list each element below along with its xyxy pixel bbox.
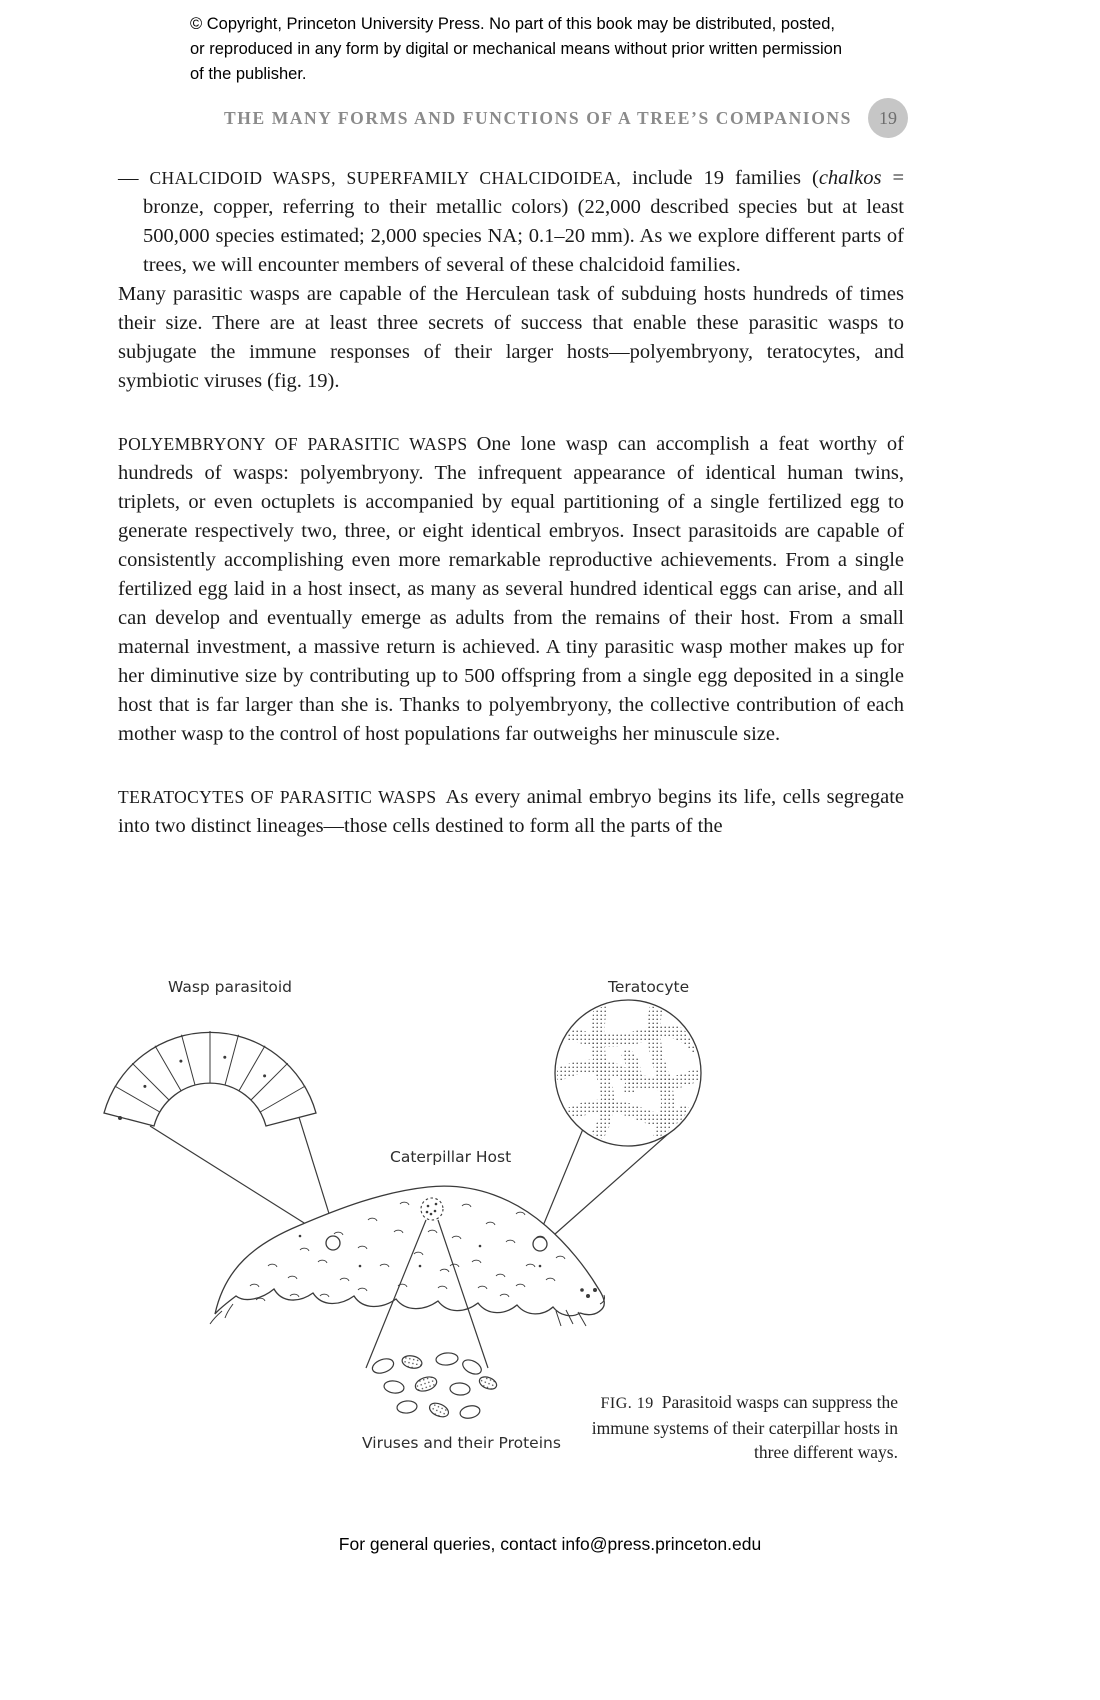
label-caterpillar-host: Caterpillar Host — [390, 1148, 512, 1166]
section-teratocytes — [118, 783, 904, 841]
teratocyte-leader-lines — [538, 1129, 668, 1242]
figure-caption — [586, 1390, 898, 1464]
page-number-badge: 19 — [868, 98, 908, 138]
section-polyembryony-body: One lone wasp can accomplish a feat worthy of hundreds of wasps: polyembryony. The infrequent appearance of identical human twins, triplets, or even octuplets is accompanied by equal partitioning of a single fertilized egg to generate respectively two, three, or eight identical embryos. Insect parasitoids are capable of consistently accomplishing even more remarkable reproductive achievements. From a single fertilized egg laid in a host insect, as many as several hundred identical eggs can arise, and all can develop and eventually emerge as adults from the remains of their host. From a small maternal investment, a massive return is achieved. A tiny parasitic wasp mother makes up for her diminutive size by contributing up to 500 offspring from a single egg deposited in a single host that is far larger than she is. Thanks to polyembryony, the collective contribution of each mother wasp to the control of host populations far outweighs her minuscule size. — [118, 433, 904, 745]
chalcidoid-text-b: = bronze, copper, referring to their metallic colors) (22,000 described species but at least 500,000 species estimated; 2,000 species NA; 0.1–20 mm). As we explore different parts of trees, we will encounter members of several of these chalcidoid families. — [143, 167, 904, 276]
section-polyembryony — [118, 430, 904, 749]
section-teratocytes-heading: TERATOCYTES OF PARASITIC WASPS — [118, 787, 437, 807]
italic-chalkos: chalkos — [818, 167, 882, 189]
wasp-leader-lines — [150, 1114, 336, 1238]
chalcidoid-text-a: include 19 families ( — [621, 167, 819, 189]
figure-caption-text: Parasitoid wasps can suppress the immune systems of their caterpillar hosts in three different ways. — [591, 1392, 898, 1462]
wasp-parasitoid-drawing — [104, 1031, 316, 1126]
viruses-drawing — [370, 1352, 498, 1420]
egg-site-circle — [421, 1198, 443, 1220]
copyright-notice: © Copyright, Princeton University Press. No part of this book may be distributed, posted, or reproduced in any form by digital or mechanical means without prior written permission of the publisher. — [190, 15, 843, 83]
paragraph-parasitic-wasps: Many parasitic wasps are capable of the Herculean task of subduing hosts hundreds of times their size. There are at least three secrets of success that enable these parasitic wasps to subjugate the immune responses of their larger hosts—polyembryony, teratocytes, and symbiotic viruses (fig. 19). — [118, 283, 904, 392]
label-teratocyte: Teratocyte — [608, 978, 690, 996]
em-dash: — — [118, 167, 150, 189]
figure-caption-label: FIG. 19 — [600, 1395, 654, 1412]
paragraph-chalcidoid — [118, 164, 904, 280]
running-header — [118, 98, 908, 138]
section-teratocytes-body: As every animal embryo begins its life, cells segregate into two distinct lineages—those cells destined to form all the parts of the — [118, 786, 904, 837]
chalcidoid-lead: CHALCIDOID WASPS, SUPERFAMILY CHALCIDOIDEA, — [149, 168, 622, 188]
body-text — [118, 164, 904, 841]
section-polyembryony-heading: POLYEMBRYONY OF PARASITIC WASPS — [118, 434, 468, 454]
running-header-title: THE MANY FORMS AND FUNCTIONS OF A TREE’S COMPANIONS — [223, 107, 852, 128]
footer-contact: For general queries, contact info@press.princeton.edu — [338, 1534, 762, 1554]
figure-19 — [0, 966, 1100, 1526]
caterpillar-drawing — [210, 1186, 605, 1326]
label-wasp-parasitoid: Wasp parasitoid — [168, 978, 292, 996]
label-viruses-proteins: Viruses and their Proteins — [362, 1434, 561, 1452]
teratocyte-drawing — [555, 1000, 701, 1146]
